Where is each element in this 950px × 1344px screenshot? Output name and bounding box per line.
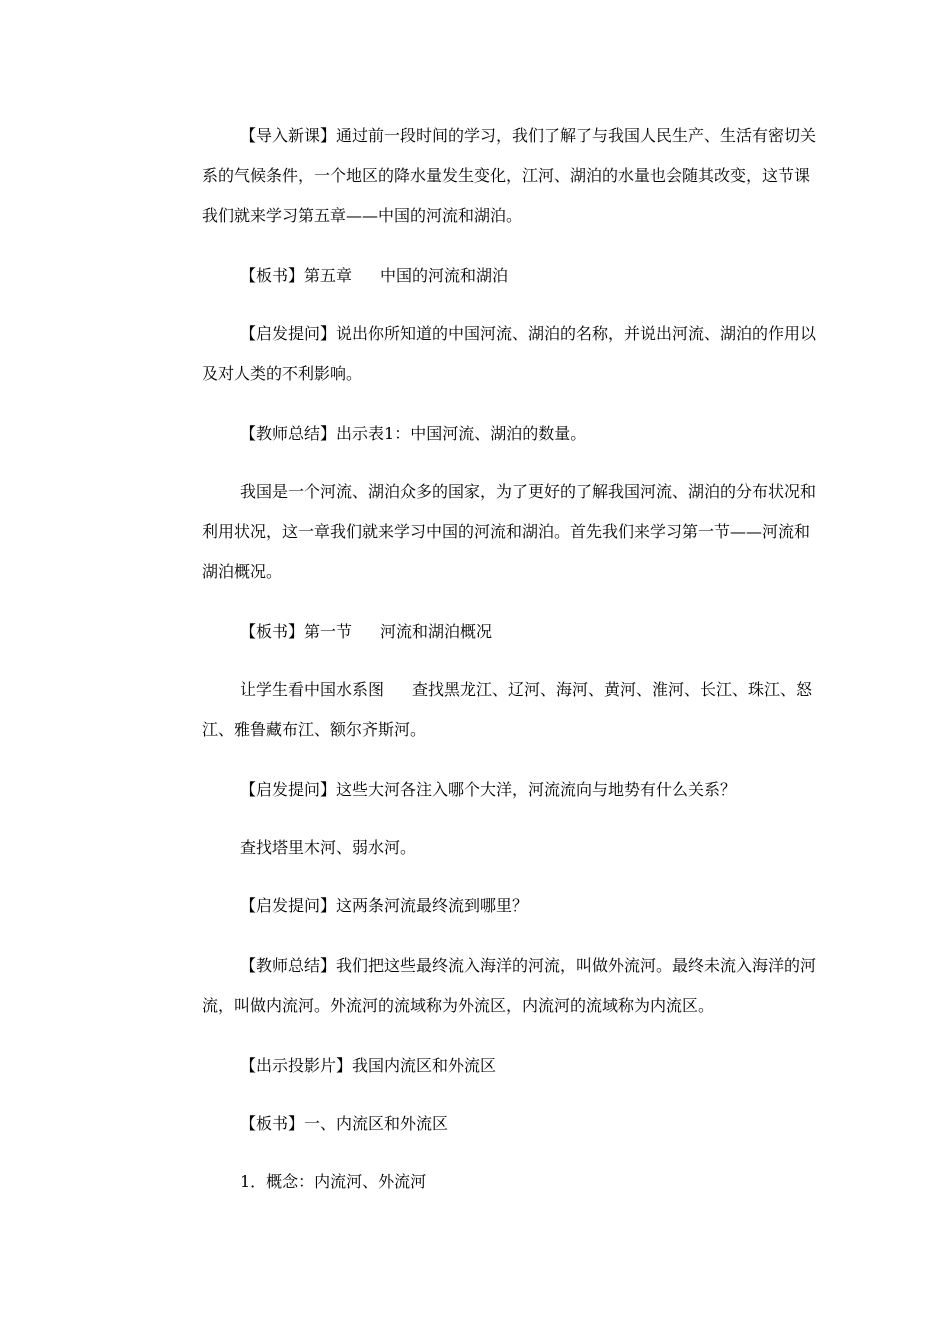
paragraph-slide <box>202 1046 822 1086</box>
paragraph-board-section <box>202 612 822 652</box>
paragraph-text-2: 查找黑龙江、辽河、海河、黄河、淮河、长江、珠江、怒江、雅鲁藏布江、额尔齐斯河。 <box>202 680 813 739</box>
paragraph-question-2 <box>202 770 822 810</box>
paragraph-text: 说出你所知道的中国河流、湖泊的名称，并说出河流、湖泊的作用以及对人类的不利影响。 <box>202 324 817 383</box>
paragraph-text: 我们把这些最终流入海洋的河流，叫做外流河。最终未流入海洋的河流，叫做内流河。外流河的流域称为外流区，内流河的流域称为内流区。 <box>202 956 817 1015</box>
paragraph-text: 1．概念：内流河、外流河 <box>240 1172 427 1191</box>
paragraph-label: 【板书】 <box>240 266 305 285</box>
paragraph-intro <box>202 116 822 236</box>
paragraph-text-2: 中国的河流和湖泊 <box>380 266 509 285</box>
paragraph-text: 第五章 <box>304 266 353 285</box>
paragraph-summary-2 <box>202 946 822 1026</box>
paragraph-text: 第一节 <box>304 622 353 641</box>
paragraph-text: 这两条河流最终流到哪里？ <box>336 896 529 915</box>
paragraph-text: 通过前一段时间的学习，我们了解了与我国人民生产、生活有密切关系的气候条件，一个地区的降水量发生变化，江河、湖泊的水量也会随其改变，这节课我们就来学习第五章——中国的河流和湖泊。 <box>202 126 817 225</box>
paragraph-text: 出示表1：中国河流、湖泊的数量。 <box>336 424 587 443</box>
paragraph-label: 【出示投影片】 <box>240 1056 353 1075</box>
paragraph-question-1 <box>202 314 822 394</box>
paragraph-board-heading <box>202 1104 822 1144</box>
paragraph-label: 【板书】 <box>240 622 305 641</box>
paragraph-label: 【启发提问】 <box>240 780 337 799</box>
paragraph-question-3 <box>202 886 822 926</box>
paragraph-overview <box>202 472 822 592</box>
paragraph-text: 一、内流区和外流区 <box>304 1114 449 1133</box>
paragraph-label: 【教师总结】 <box>240 424 337 443</box>
paragraph-find-rivers <box>202 828 822 868</box>
paragraph-summary-1 <box>202 414 822 454</box>
paragraph-label: 【教师总结】 <box>240 956 337 975</box>
paragraph-label: 【板书】 <box>240 1114 305 1133</box>
paragraph-text-2: 河流和湖泊概况 <box>380 622 493 641</box>
paragraph-water-map <box>202 670 822 750</box>
paragraph-board-chapter <box>202 256 822 296</box>
paragraph-text: 这些大河各注入哪个大洋，河流流向与地势有什么关系？ <box>336 780 737 799</box>
paragraph-concept <box>202 1162 822 1202</box>
paragraph-text: 我国是一个河流、湖泊众多的国家，为了更好的了解我国河流、湖泊的分布状况和利用状况，这一章我们就来学习中国的河流和湖泊。首先我们来学习第一节——河流和湖泊概况。 <box>202 482 817 581</box>
paragraph-text: 查找塔里木河、弱水河。 <box>240 838 417 857</box>
paragraph-label: 【启发提问】 <box>240 324 337 343</box>
paragraph-text: 让学生看中国水系图 <box>240 680 385 699</box>
paragraph-label: 【启发提问】 <box>240 896 337 915</box>
paragraph-label: 【导入新课】 <box>240 126 337 145</box>
paragraph-text: 我国内流区和外流区 <box>352 1056 497 1075</box>
